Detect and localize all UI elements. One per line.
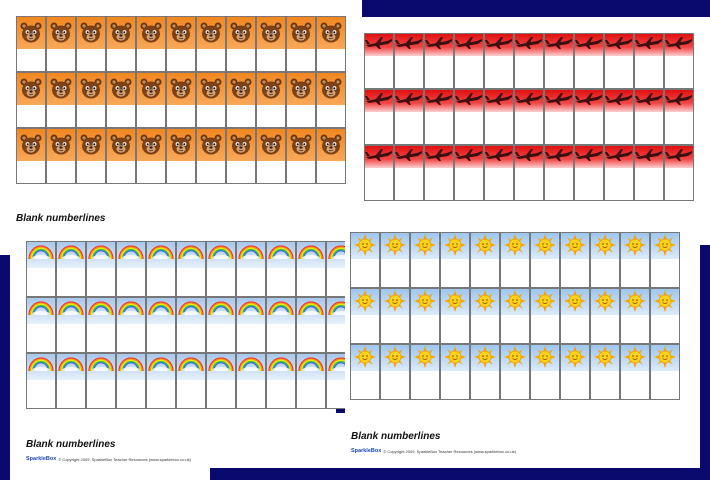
airplane-icon — [365, 36, 393, 55]
numberline-cell — [650, 344, 680, 400]
numberline-cell — [664, 33, 694, 89]
sparklebox-logo: SparkleBox — [351, 448, 382, 454]
airplane-icon — [425, 92, 453, 111]
rainbow-icon — [117, 243, 145, 264]
sun-icon — [504, 290, 526, 317]
numberline-cell — [620, 344, 650, 400]
numberline-cell — [604, 145, 634, 201]
airplane-icon — [545, 92, 573, 111]
numberline-cell — [500, 288, 530, 344]
airplane-icon — [395, 92, 423, 111]
teddy-bear-icon — [320, 22, 342, 49]
airplane-icon — [605, 92, 633, 111]
rainbow-icon — [207, 243, 235, 264]
sun-icon — [414, 346, 436, 373]
sun-icon — [444, 346, 466, 373]
numberline-cell — [590, 344, 620, 400]
numberline-cell — [634, 33, 664, 89]
teddy-bear-icon — [260, 134, 282, 161]
rainbow-icon — [27, 299, 55, 320]
sun-icon — [624, 234, 646, 261]
numberline-cell — [560, 288, 590, 344]
sun-numberline-sheet — [345, 225, 700, 468]
sun-icon — [654, 290, 676, 317]
airplane-icon — [365, 148, 393, 167]
airplane-icon — [575, 92, 603, 111]
rainbow-icon — [177, 299, 205, 320]
numberline-cell — [410, 232, 440, 288]
rainbow-icon — [117, 355, 145, 376]
airplane-icon — [515, 36, 543, 55]
numberline-cell — [484, 33, 514, 89]
teddy-bear-icon — [290, 22, 312, 49]
numberline-cell — [146, 297, 176, 353]
numberline-cell — [470, 288, 500, 344]
teddy-bear-icon — [230, 134, 252, 161]
rainbow-icon — [267, 243, 295, 264]
numberline-cell — [56, 297, 86, 353]
numberline-cell — [560, 344, 590, 400]
numberline-cell — [380, 344, 410, 400]
airplane-icon — [425, 148, 453, 167]
numberline-cell — [440, 232, 470, 288]
numberline-cell — [574, 145, 604, 201]
numberline-cell — [116, 353, 146, 409]
numberline-cell — [424, 33, 454, 89]
numberline-cell — [146, 241, 176, 297]
numberline-cell — [296, 241, 326, 297]
rainbow-icon — [87, 299, 115, 320]
airplane-icon — [605, 36, 633, 55]
rainbow-icon — [57, 243, 85, 264]
numberline-cell — [206, 241, 236, 297]
rainbow-icon — [207, 299, 235, 320]
numberline-cell — [470, 232, 500, 288]
sheet-caption: Blank numberlines — [16, 213, 106, 224]
sun-icon — [624, 290, 646, 317]
numberline-cell — [440, 344, 470, 400]
numberline-cell — [46, 16, 76, 72]
teddy-bear-icon — [110, 134, 132, 161]
teddy-bear-icon — [290, 134, 312, 161]
sun-icon — [444, 234, 466, 261]
sun-icon — [354, 346, 376, 373]
sun-icon — [594, 290, 616, 317]
airplane-icon — [485, 148, 513, 167]
numberline-cell — [394, 145, 424, 201]
rainbow-icon — [297, 355, 325, 376]
sun-icon — [594, 234, 616, 261]
numberline-cell — [196, 72, 226, 128]
numberline-cell — [136, 16, 166, 72]
numberline-cell — [106, 128, 136, 184]
numberline-cell — [46, 72, 76, 128]
numberline-cell — [530, 344, 560, 400]
teddy-bear-icon — [260, 78, 282, 105]
rainbow-icon — [177, 355, 205, 376]
airplane-icon — [515, 148, 543, 167]
numberline-cell — [454, 33, 484, 89]
teddy-bear-icon — [110, 22, 132, 49]
teddy-bear-icon — [140, 22, 162, 49]
numberline-cell — [634, 145, 664, 201]
numberline-cell — [196, 128, 226, 184]
numberline-cell — [266, 241, 296, 297]
airplane-icon — [665, 36, 693, 55]
navy-strip-left — [0, 255, 10, 480]
sun-icon — [474, 346, 496, 373]
numberline-cell — [206, 297, 236, 353]
teddy-bear-icon — [200, 134, 222, 161]
numberline-cell — [454, 145, 484, 201]
numberline-cell — [256, 128, 286, 184]
numberline-cell — [424, 89, 454, 145]
numberline-cell — [236, 297, 266, 353]
sun-icon — [504, 346, 526, 373]
numberline-cell — [364, 89, 394, 145]
copyright-footer — [26, 456, 191, 462]
airplane-icon — [665, 92, 693, 111]
airplane-icon — [635, 92, 663, 111]
numberline-cell — [226, 16, 256, 72]
sun-icon — [654, 346, 676, 373]
rainbow-numberline-grid — [26, 241, 356, 409]
numberline-cell — [76, 72, 106, 128]
numberline-cell — [364, 145, 394, 201]
airplane-icon — [635, 148, 663, 167]
numberline-cell — [286, 72, 316, 128]
numberline-cell — [226, 128, 256, 184]
numberline-cell — [530, 232, 560, 288]
sun-icon — [594, 346, 616, 373]
rainbow-icon — [177, 243, 205, 264]
numberline-cell — [544, 89, 574, 145]
sun-icon — [414, 234, 436, 261]
numberline-cell — [484, 145, 514, 201]
numberline-cell — [380, 232, 410, 288]
numberline-cell — [106, 16, 136, 72]
numberline-cell — [514, 145, 544, 201]
bear-numberline-sheet — [0, 0, 345, 230]
numberline-cell — [226, 72, 256, 128]
numberline-cell — [86, 241, 116, 297]
sun-icon — [504, 234, 526, 261]
numberline-cell — [16, 72, 46, 128]
plane-numberline-grid — [364, 33, 694, 201]
airplane-icon — [545, 36, 573, 55]
numberline-cell — [26, 241, 56, 297]
copyright-text: © Copyright 2009, SparkleBox Teacher Resources (www.sparklebox.co.uk) — [58, 456, 191, 462]
numberline-cell — [484, 89, 514, 145]
rainbow-icon — [117, 299, 145, 320]
numberline-cell — [86, 353, 116, 409]
numberline-cell — [76, 128, 106, 184]
sun-icon — [414, 290, 436, 317]
numberline-cell — [440, 288, 470, 344]
plane-numberline-sheet — [362, 17, 710, 192]
numberline-cell — [394, 33, 424, 89]
numberline-cell — [16, 128, 46, 184]
sun-icon — [384, 290, 406, 317]
airplane-icon — [485, 92, 513, 111]
numberline-cell — [470, 344, 500, 400]
numberline-cell — [664, 89, 694, 145]
numberline-cell — [394, 89, 424, 145]
numberline-cell — [236, 353, 266, 409]
sun-icon — [444, 290, 466, 317]
numberline-cell — [256, 16, 286, 72]
numberline-cell — [176, 241, 206, 297]
airplane-icon — [455, 36, 483, 55]
numberline-cell — [116, 297, 146, 353]
navy-strip-bottom — [210, 468, 710, 480]
sun-icon — [654, 234, 676, 261]
numberline-cell — [364, 33, 394, 89]
numberline-cell — [424, 145, 454, 201]
sun-icon — [354, 234, 376, 261]
rainbow-icon — [267, 355, 295, 376]
numberline-cell — [86, 297, 116, 353]
rainbow-icon — [147, 355, 175, 376]
teddy-bear-icon — [80, 22, 102, 49]
numberline-cell — [166, 72, 196, 128]
numberline-cell — [166, 128, 196, 184]
teddy-bear-icon — [110, 78, 132, 105]
numberline-cell — [206, 353, 236, 409]
numberline-cell — [634, 89, 664, 145]
numberline-cell — [530, 288, 560, 344]
airplane-icon — [515, 92, 543, 111]
sun-icon — [564, 346, 586, 373]
rainbow-icon — [27, 355, 55, 376]
numberline-cell — [266, 353, 296, 409]
copyright-text: © Copyright 2009, SparkleBox Teacher Resources (www.sparklebox.co.uk) — [383, 448, 516, 454]
numberline-cell — [26, 353, 56, 409]
sun-numberline-grid — [350, 232, 680, 400]
rainbow-icon — [147, 299, 175, 320]
teddy-bear-icon — [80, 78, 102, 105]
teddy-bear-icon — [50, 134, 72, 161]
numberline-cell — [500, 232, 530, 288]
rainbow-icon — [87, 243, 115, 264]
sheet-caption: Blank numberlines — [26, 439, 116, 450]
rainbow-icon — [27, 243, 55, 264]
teddy-bear-icon — [320, 134, 342, 161]
teddy-bear-icon — [320, 78, 342, 105]
airplane-icon — [485, 36, 513, 55]
numberline-cell — [136, 72, 166, 128]
numberline-cell — [116, 241, 146, 297]
sun-icon — [534, 346, 556, 373]
numberline-cell — [56, 241, 86, 297]
airplane-icon — [575, 36, 603, 55]
sun-icon — [384, 234, 406, 261]
teddy-bear-icon — [80, 134, 102, 161]
teddy-bear-icon — [230, 78, 252, 105]
sheet-caption: Blank numberlines — [351, 431, 441, 442]
numberline-cell — [410, 344, 440, 400]
numberline-cell — [236, 241, 266, 297]
numberline-cell — [56, 353, 86, 409]
numberline-cell — [316, 16, 346, 72]
numberline-cell — [604, 33, 634, 89]
teddy-bear-icon — [170, 22, 192, 49]
airplane-icon — [605, 148, 633, 167]
teddy-bear-icon — [230, 22, 252, 49]
copyright-footer — [351, 448, 516, 454]
rainbow-icon — [297, 243, 325, 264]
teddy-bear-icon — [260, 22, 282, 49]
numberline-cell — [590, 288, 620, 344]
rainbow-icon — [297, 299, 325, 320]
numberline-cell — [26, 297, 56, 353]
numberline-cell — [16, 16, 46, 72]
numberline-cell — [620, 288, 650, 344]
airplane-icon — [575, 148, 603, 167]
airplane-icon — [395, 148, 423, 167]
numberline-cell — [146, 353, 176, 409]
teddy-bear-icon — [140, 78, 162, 105]
teddy-bear-icon — [20, 78, 42, 105]
numberline-cell — [316, 128, 346, 184]
airplane-icon — [365, 92, 393, 111]
numberline-cell — [286, 128, 316, 184]
airplane-icon — [395, 36, 423, 55]
airplane-icon — [635, 36, 663, 55]
sun-icon — [354, 290, 376, 317]
rainbow-icon — [267, 299, 295, 320]
numberline-cell — [604, 89, 634, 145]
navy-strip-right — [700, 245, 710, 480]
rainbow-icon — [87, 355, 115, 376]
sun-icon — [474, 234, 496, 261]
airplane-icon — [425, 36, 453, 55]
rainbow-icon — [147, 243, 175, 264]
numberline-cell — [256, 72, 286, 128]
numberline-cell — [664, 145, 694, 201]
airplane-icon — [455, 92, 483, 111]
rainbow-icon — [237, 243, 265, 264]
navy-strip-top-right — [362, 0, 710, 17]
numberline-cell — [106, 72, 136, 128]
sparklebox-logo: SparkleBox — [26, 456, 57, 462]
teddy-bear-icon — [20, 134, 42, 161]
rainbow-icon — [237, 299, 265, 320]
sun-icon — [624, 346, 646, 373]
sun-icon — [474, 290, 496, 317]
rainbow-icon — [207, 355, 235, 376]
teddy-bear-icon — [140, 134, 162, 161]
rainbow-icon — [57, 355, 85, 376]
teddy-bear-icon — [50, 22, 72, 49]
numberline-cell — [196, 16, 226, 72]
numberline-cell — [454, 89, 484, 145]
numberline-cell — [650, 232, 680, 288]
rainbow-icon — [237, 355, 265, 376]
rainbow-icon — [57, 299, 85, 320]
numberline-cell — [166, 16, 196, 72]
numberline-cell — [350, 344, 380, 400]
sun-icon — [534, 234, 556, 261]
airplane-icon — [455, 148, 483, 167]
numberline-cell — [176, 353, 206, 409]
sun-icon — [534, 290, 556, 317]
numberline-cell — [266, 297, 296, 353]
numberline-cell — [410, 288, 440, 344]
numberline-cell — [544, 33, 574, 89]
numberline-cell — [514, 33, 544, 89]
numberline-cell — [590, 232, 620, 288]
bear-numberline-grid — [16, 16, 346, 184]
numberline-cell — [574, 89, 604, 145]
numberline-cell — [350, 288, 380, 344]
teddy-bear-icon — [20, 22, 42, 49]
numberline-cell — [514, 89, 544, 145]
numberline-cell — [296, 353, 326, 409]
numberline-cell — [544, 145, 574, 201]
numberline-cell — [76, 16, 106, 72]
numberline-cell — [296, 297, 326, 353]
airplane-icon — [545, 148, 573, 167]
numberline-cell — [350, 232, 380, 288]
numberline-cell — [286, 16, 316, 72]
airplane-icon — [665, 148, 693, 167]
sun-icon — [564, 290, 586, 317]
numberline-cell — [380, 288, 410, 344]
teddy-bear-icon — [170, 134, 192, 161]
teddy-bear-icon — [290, 78, 312, 105]
numberline-cell — [650, 288, 680, 344]
numberline-cell — [136, 128, 166, 184]
numberline-cell — [574, 33, 604, 89]
rainbow-numberline-sheet — [10, 232, 336, 468]
numberline-cell — [46, 128, 76, 184]
numberline-cell — [620, 232, 650, 288]
numberline-cell — [500, 344, 530, 400]
teddy-bear-icon — [50, 78, 72, 105]
sun-icon — [564, 234, 586, 261]
numberline-cell — [560, 232, 590, 288]
teddy-bear-icon — [170, 78, 192, 105]
numberline-cell — [316, 72, 346, 128]
numberline-cell — [176, 297, 206, 353]
teddy-bear-icon — [200, 78, 222, 105]
sun-icon — [384, 346, 406, 373]
teddy-bear-icon — [200, 22, 222, 49]
